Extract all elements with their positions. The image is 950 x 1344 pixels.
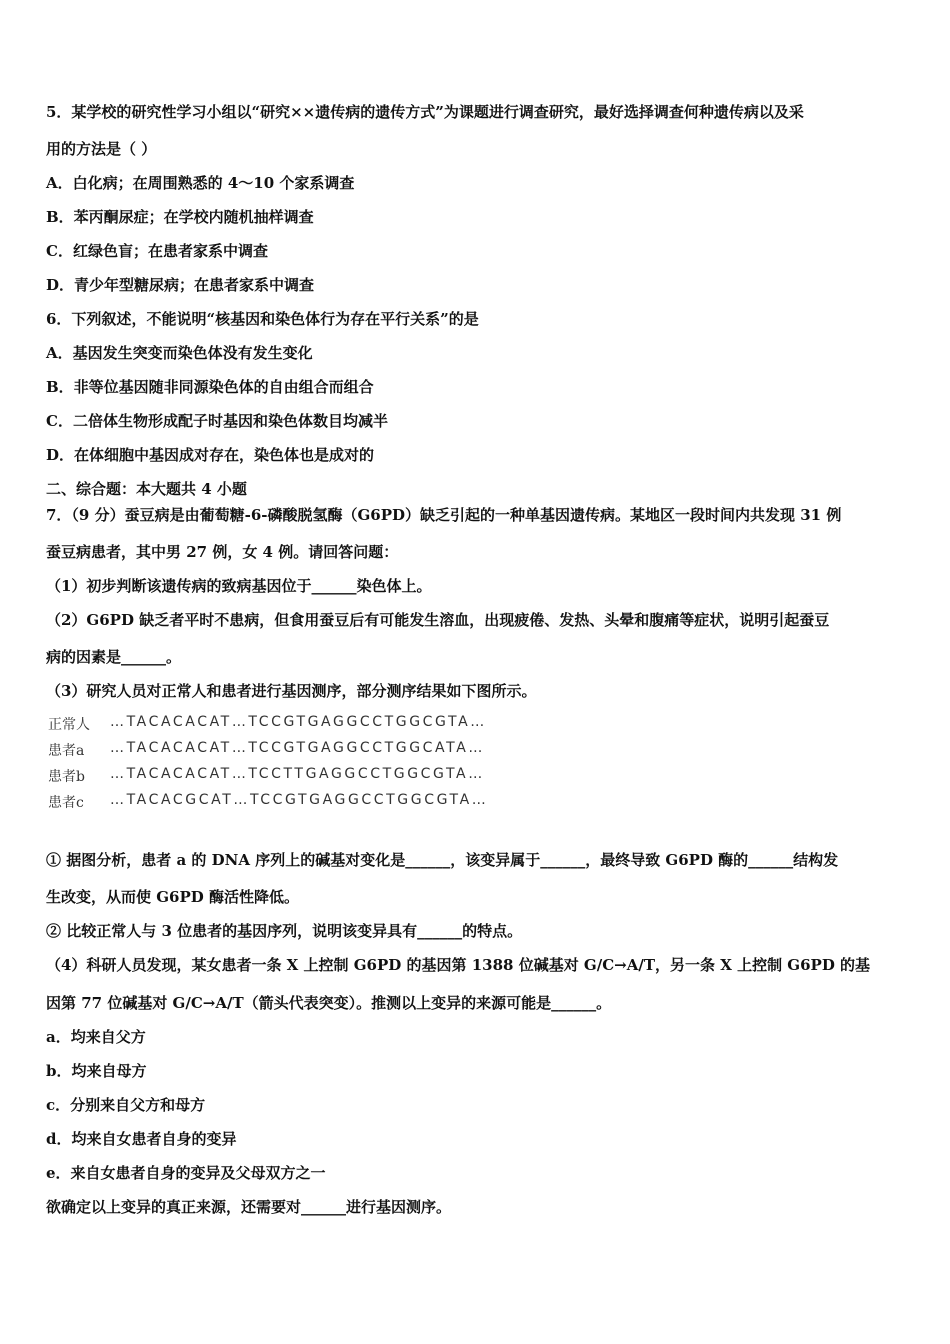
q6-option-a: A．基因发生突变而染色体没有发生变化 [46, 344, 313, 362]
q5-option-a: A．白化病；在周围熟悉的 4～10 个家系调查 [46, 174, 355, 192]
q7-sub1-line2: 生改变，从而使 G6PD 酶活性降低。 [46, 888, 299, 906]
q7-option-c: c．分别来自父方和母方 [46, 1096, 206, 1114]
q5-stem-line2: 用的方法是（ ） [46, 140, 157, 158]
sequence-text: …TACACACAT…TCCTTGAGGCCTGGCGTA… [110, 766, 485, 782]
q7-stem-line1: 7．（9 分）蚕豆病是由葡萄糖-6-磷酸脱氢酶（G6PD）缺乏引起的一种单基因遗传病。某地区一段时间内共发现 31 例 [46, 506, 842, 524]
sequence-row [48, 792, 568, 814]
sequence-label: 患者c [48, 795, 84, 811]
q7-option-b: b．均来自母方 [46, 1062, 147, 1080]
q6-option-d: D．在体细胞中基因成对存在，染色体也是成对的 [46, 446, 375, 464]
sequence-text: …TACACGCAT…TCCGTGAGGCCTGGCGTA… [110, 792, 489, 808]
q7-part3: （3）研究人员对正常人和患者进行基因测序，部分测序结果如下图所示。 [46, 682, 537, 700]
sequence-row [48, 766, 568, 788]
q5-option-b: B．苯丙酮尿症；在学校内随机抽样调查 [46, 208, 314, 226]
q7-part1: （1）初步判断该遗传病的致病基因位于______染色体上。 [46, 577, 432, 595]
q7-option-a: a．均来自父方 [46, 1028, 146, 1046]
q7-option-e: e．来自女患者自身的变异及父母双方之一 [46, 1164, 326, 1182]
q5-stem-line1: 5．某学校的研究性学习小组以“研究××遗传病的遗传方式”为课题进行调查研究，最好选择调查何种遗传病以及采 [46, 103, 804, 121]
sequence-text: …TACACACAT…TCCGTGAGGCCTGGCGTA… [110, 714, 487, 730]
q7-part4-line2: 因第 77 位碱基对 G/C→A/T（箭头代表突变）。推测以上变异的来源可能是______。 [46, 994, 612, 1012]
q7-stem-line2: 蚕豆病患者，其中男 27 例，女 4 例。请回答问题： [46, 543, 399, 561]
sequence-label: 正常人 [48, 717, 90, 733]
q6-stem: 6．下列叙述，不能说明“核基因和染色体行为存在平行关系”的是 [46, 310, 479, 328]
sequence-row [48, 740, 568, 762]
sequence-text: …TACACACAT…TCCGTGAGGCCTGGCATA… [110, 740, 485, 756]
q7-sub2: ② 比较正常人与 3 位患者的基因序列，说明该变异具有______的特点。 [46, 922, 523, 940]
sequence-row [48, 714, 568, 736]
q5-option-d: D．青少年型糖尿病；在患者家系中调查 [46, 276, 315, 294]
q7-option-d: d．均来自女患者自身的变异 [46, 1130, 237, 1148]
sequence-label: 患者a [48, 743, 85, 759]
q6-option-c: C．二倍体生物形成配子时基因和染色体数目均减半 [46, 412, 388, 430]
q5-option-c: C．红绿色盲；在患者家系中调查 [46, 242, 268, 260]
q7-part2-line2: 病的因素是______。 [46, 648, 182, 666]
q6-option-b: B．非等位基因随非同源染色体的自由组合而组合 [46, 378, 374, 396]
q7-part2-line1: （2）G6PD 缺乏者平时不患病，但食用蚕豆后有可能发生溶血，出现疲倦、发热、头晕和腹痛等症状，说明引起蚕豆 [46, 611, 830, 629]
q7-final: 欲确定以上变异的真正来源，还需要对______进行基因测序。 [46, 1198, 452, 1216]
section-heading: 二、综合题：本大题共 4 小题 [46, 480, 247, 498]
q7-part4-line1: （4）科研人员发现，某女患者一条 X 上控制 G6PD 的基因第 1388 位碱基对 G/C→A/T，另一条 X 上控制 G6PD 的基 [46, 956, 871, 974]
sequence-label: 患者b [48, 769, 85, 785]
q7-sub1-line1: ① 据图分析，患者 a 的 DNA 序列上的碱基对变化是______，该变异属于______，最终导致 G6PD 酶的______结构发 [46, 851, 839, 869]
